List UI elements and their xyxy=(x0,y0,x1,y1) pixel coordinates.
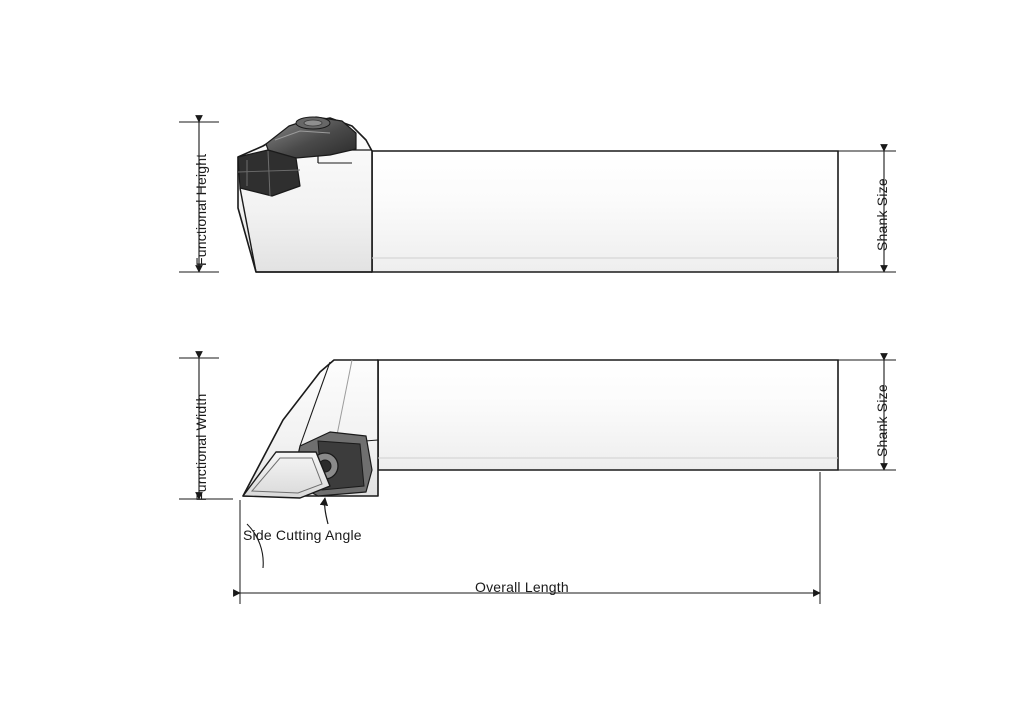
label-shank-size-top: Shank Size xyxy=(874,178,890,251)
label-functional-width: Functional Width xyxy=(193,393,209,501)
top-view-geometry xyxy=(243,360,838,498)
label-functional-height: Functional Height xyxy=(193,153,209,266)
label-side-cutting-angle: Side Cutting Angle xyxy=(243,527,362,543)
side-view-geometry xyxy=(238,117,838,272)
label-overall-length: Overall Length xyxy=(475,579,569,595)
label-shank-size-bottom: Shank Size xyxy=(874,384,890,457)
